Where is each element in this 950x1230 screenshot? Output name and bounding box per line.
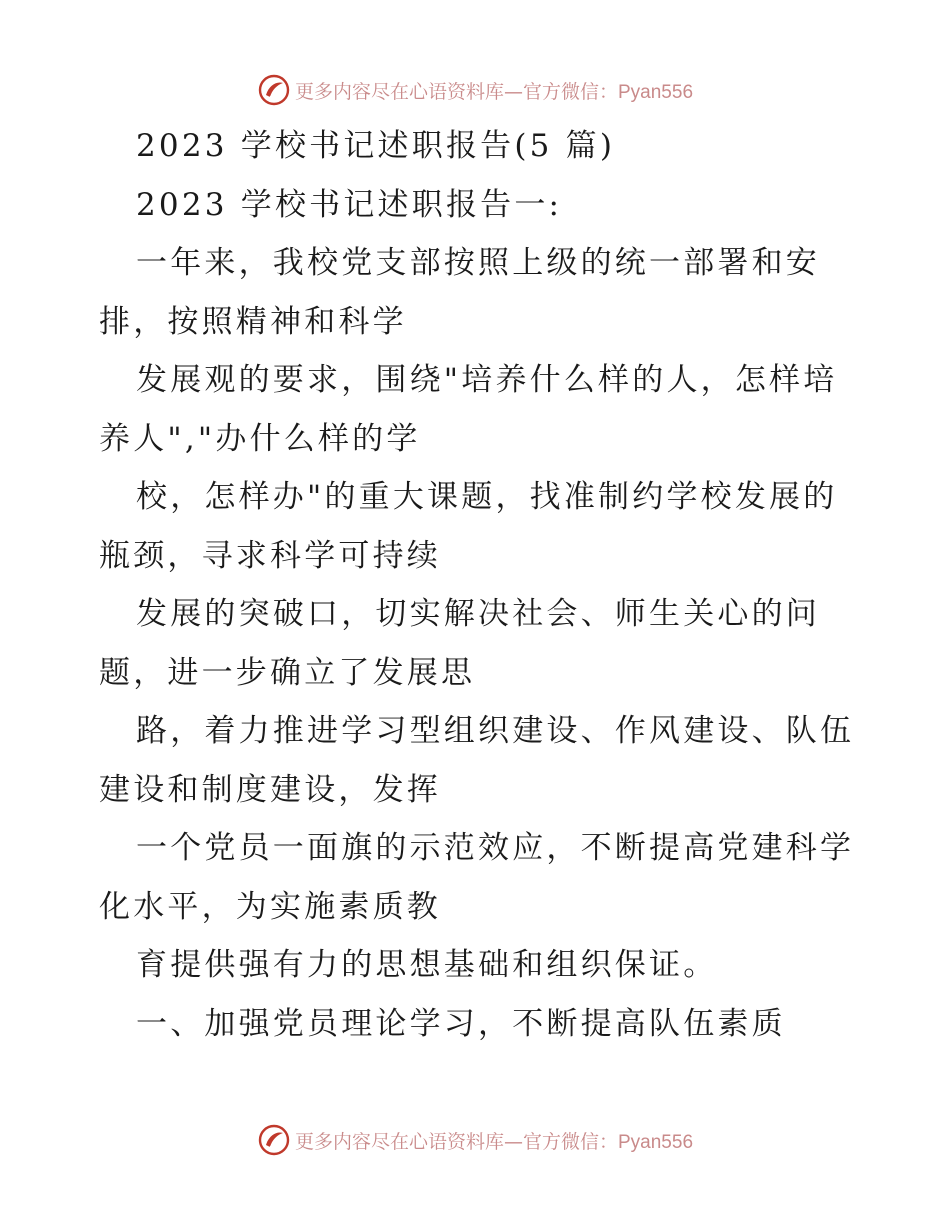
footer-watermark (0, 1122, 950, 1158)
watermark-code: Pyan556 (618, 81, 694, 103)
header-watermark (0, 72, 950, 108)
watermark-text: 更多内容尽在心语资料库—官方微信： (294, 1130, 618, 1153)
text-line: 发展的突破口，切实解决社会、师生关心的问 (136, 596, 820, 632)
text-line: 发展观的要求，围绕"培养什么样的人，怎样培 (136, 362, 838, 398)
text-line: 一年来，我校党支部按照上级的统一部署和安 (136, 245, 820, 281)
watermark-text: 更多内容尽在心语资料库—官方微信： (294, 80, 618, 103)
text-line: 养人","办什么样的学 (99, 420, 421, 457)
text-line: 排，按照精神和科学 (99, 303, 407, 340)
seal-logo-icon (257, 1123, 291, 1157)
seal-logo-icon (257, 73, 291, 107)
text-line: 建设和制度建设，发挥 (99, 771, 441, 808)
document-body (99, 117, 869, 1053)
text-line: 一个党员一面旗的示范效应，不断提高党建科学 (136, 830, 855, 866)
text-line: 题，进一步确立了发展思 (99, 654, 476, 691)
text-line: 瓶颈，寻求科学可持续 (99, 537, 441, 574)
watermark-code: Pyan556 (618, 1131, 694, 1153)
text-line: 育提供强有力的思想基础和组织保证。 (136, 947, 718, 983)
text-line: 2023 学校书记述职报告一: (136, 186, 563, 223)
text-line: 路，着力推进学习型组织建设、作风建设、队伍 (136, 713, 855, 749)
text-line: 化水平，为实施素质教 (99, 888, 441, 925)
text-line: 一、加强党员理论学习，不断提高队伍素质 (136, 1005, 786, 1042)
text-line: 校，怎样办"的重大课题，找准制约学校发展的 (136, 479, 838, 515)
text-line: 2023 学校书记述职报告(5 篇) (136, 128, 616, 164)
